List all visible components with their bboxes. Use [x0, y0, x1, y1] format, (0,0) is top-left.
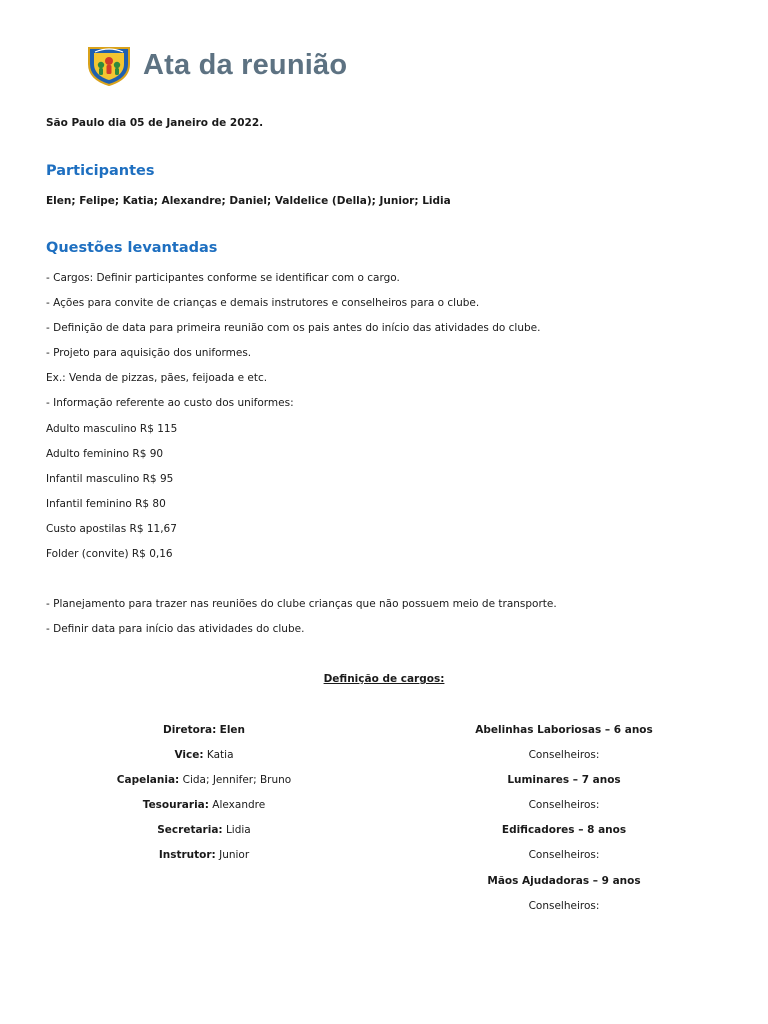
class-counselors: Conselheiros:: [528, 899, 600, 912]
question-line: - Planejamento para trazer nas reuniões do clube crianças que não possuem meio de transporte.: [46, 598, 557, 611]
role-label: Vice:: [174, 749, 204, 762]
participants-list: Elen; Felipe; Katia; Alexandre; Daniel; Valdelice (Della); Junior; Lidia: [46, 195, 451, 207]
class-counselors: Conselheiros:: [528, 849, 600, 862]
class-name: Abelinhas Laboriosas – 6 anos: [475, 724, 653, 736]
roles-column: [84, 723, 324, 874]
price-line: Infantil masculino R$ 95: [46, 472, 174, 485]
role-label: Capelania:: [116, 774, 180, 787]
class-counselors: Conselheiros:: [528, 799, 600, 812]
classes-column: [444, 723, 684, 924]
price-line: Custo apostilas R$ 11,67: [46, 522, 177, 535]
class-name: Mãos Ajudadoras – 9 anos: [487, 874, 641, 887]
role-value: Lidia: [225, 824, 251, 837]
role-label: Tesouraria:: [142, 799, 209, 812]
role-value: Cida; Jennifer; Bruno: [182, 774, 292, 787]
role-row: [84, 723, 324, 748]
class-name: Luminares – 7 anos: [507, 774, 621, 787]
question-line: - Cargos: Definir participantes conforme se identificar com o cargo.: [46, 272, 400, 284]
price-line: Adulto masculino R$ 115: [46, 422, 178, 435]
questions-heading: Questões levantadas: [46, 240, 218, 256]
blank-line: [46, 572, 557, 597]
question-line: - Definir data para início das atividades do clube.: [46, 623, 305, 636]
question-line: - Informação referente ao custo dos uniformes:: [46, 397, 294, 410]
price-line: Folder (convite) R$ 0,16: [46, 548, 173, 561]
role-label: Instrutor:: [158, 849, 216, 862]
club-emblem-logo: [85, 44, 133, 86]
cargos-title: Definição de cargos:: [323, 673, 445, 685]
role-row: [84, 798, 324, 823]
class-name: Edificadores – 8 anos: [501, 824, 627, 837]
role-row: [84, 823, 324, 848]
role-row: [84, 848, 324, 873]
role-row: [84, 748, 324, 773]
question-line: - Definição de data para primeira reunião com os pais antes do início das atividades do clube.: [46, 322, 541, 335]
page-title: Ata da reunião: [143, 48, 348, 81]
role-value: Elen: [219, 724, 246, 736]
role-label: Secretaria:: [157, 824, 223, 837]
question-line: - Projeto para aquisição dos uniformes.: [46, 347, 252, 360]
role-value: Alexandre: [212, 799, 266, 812]
question-line: - Ações para convite de crianças e demais instrutores e conselheiros para o clube.: [46, 297, 480, 310]
question-line: Ex.: Venda de pizzas, pães, feijoada e etc.: [46, 372, 268, 385]
participants-heading: Participantes: [46, 163, 155, 179]
role-row: [84, 773, 324, 798]
role-value: Junior: [219, 849, 250, 862]
role-value: Katia: [206, 749, 234, 762]
price-line: Infantil feminino R$ 80: [46, 497, 166, 510]
role-label: Diretora:: [162, 724, 217, 736]
date-line: São Paulo dia 05 de Janeiro de 2022.: [46, 117, 264, 129]
class-counselors: Conselheiros:: [528, 749, 600, 762]
document-header: [85, 44, 347, 86]
questions-list: [46, 271, 557, 647]
price-line: Adulto feminino R$ 90: [46, 447, 164, 460]
